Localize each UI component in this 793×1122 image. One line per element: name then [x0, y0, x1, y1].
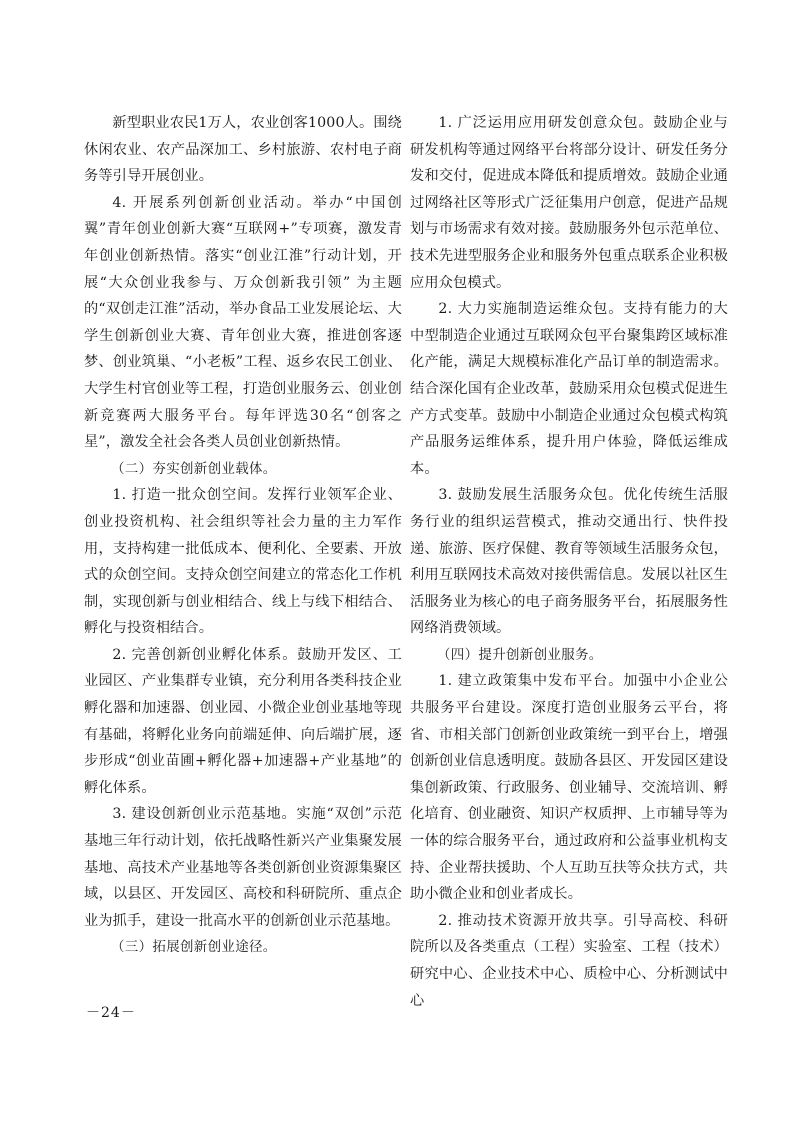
paragraph: 新型职业农民1万人，农业创客1000人。围绕休闲农业、农产品深加工、乡村旅游、农村电子商务等引导开展创业。	[84, 115, 403, 185]
paragraph: 2. 完善创新创业孵化体系。鼓励开发区、工业园区、产业集群专业镇，充分利用各类科技企业孵化器和加速器、创业园、小微企业创业基地等现有基础，将孵化业务向前端延伸、向后端扩展，逐步形成“创业苗圃+孵化器+加速器+产业基地”的孵化体系。	[84, 646, 402, 796]
left-column	[84, 110, 402, 961]
section-heading: （四）提升创新创业服务。	[437, 646, 603, 663]
paragraph: 2. 大力实施制造运维众包。支持有能力的大中型制造企业通过互联网众包平台聚集跨区域标准化产能，满足大规模标准化产品订单的制造需求。结合深化国有企业改革，鼓励采用众包模式促进生产方式变革。鼓励中小制造企业通过众包模式构筑产品服务运维体系，提升用户体验，降低运维成本。	[410, 301, 728, 477]
paragraph: 3. 建设创新创业示范基地。实施“双创”示范基地三年行动计划，依托战略性新兴产业集聚发展基地、高技术产业基地等各类创新创业资源集聚区域，以县区、开发园区、高校和科研院所、重点企业为抓手，建设一批高水平的创新创业示范基地。	[84, 806, 402, 929]
paragraph: 2. 推动技术资源开放共享。引导高校、科研院所以及各类重点（工程）实验室、工程（技术）研究中心、企业技术中心、质检中心、分析测试中心	[410, 912, 728, 1009]
paragraph: 1. 打造一批众创空间。发挥行业领军企业、创业投资机构、社会组织等社会力量的主力军作用，支持构建一批低成本、便利化、全要素、开放式的众创空间。支持众创空间建立的常态化工作机制，实现创新与创业相结合、线上与线下相结合、孵化与投资相结合。	[84, 487, 402, 637]
paragraph: 1. 广泛运用应用研发创意众包。鼓励企业与研发机构等通过网络平台将部分设计、研发任务分发和交付，促进成本降低和提质增效。鼓励企业通过网络社区等形式广泛征集用户创意，促进产品规划与市场需求有效对接。鼓励服务外包示范单位、技术先进型服务企业和服务外包重点联系企业积极应用众包模式。	[410, 115, 728, 291]
paragraph: 4. 开展系列创新创业活动。举办“中国创翼”青年创业创新大赛“互联网+”专项赛，激发青年创业创新热情。落实“创业江淮”行动计划，开展“大众创业我参与、万众创新我引领” 为主题的“双创走江淮”活动，举办食品工业发展论坛、大学生创新创业大赛、青年创业大赛，推进创客逐梦、创业筑巢、“小老板”工程、返乡农民工创业、大学生村官创业等工程，打造创业服务云、创业创新竞赛两大服务平台。每年评选30名“创客之星”，激发全社会各类人员创业创新热情。	[84, 194, 402, 451]
paragraph: 3. 鼓励发展生活服务众包。优化传统生活服务行业的组织运营模式，推动交通出行、快件投递、旅游、医疗保健、教育等领域生活服务众包，利用互联网技术高效对接供需信息。发展以社区生活服务业为核心的电子商务服务平台，拓展服务性网络消费领域。	[410, 487, 728, 637]
right-column	[410, 110, 728, 1014]
section-heading: （三）拓展创新创业途径。	[111, 939, 277, 956]
page-number: －24－	[86, 1005, 136, 1021]
section-heading: （二）夯实创新创业载体。	[111, 460, 277, 477]
paragraph: 1. 建立政策集中发布平台。加强中小企业公共服务平台建设。深度打造创业服务云平台，将省、市相关部门创新创业政策统一到平台上，增强创新创业信息透明度。鼓励各县区、开发园区建设集创新政策、行政服务、创业辅导、交流培训、孵化培育、创业融资、知识产权质押、上市辅导等为一体的综合服务平台，通过政府和公益事业机构支持、企业帮扶援助、个人互助互扶等众扶方式，共助小微企业和创业者成长。	[410, 673, 728, 903]
